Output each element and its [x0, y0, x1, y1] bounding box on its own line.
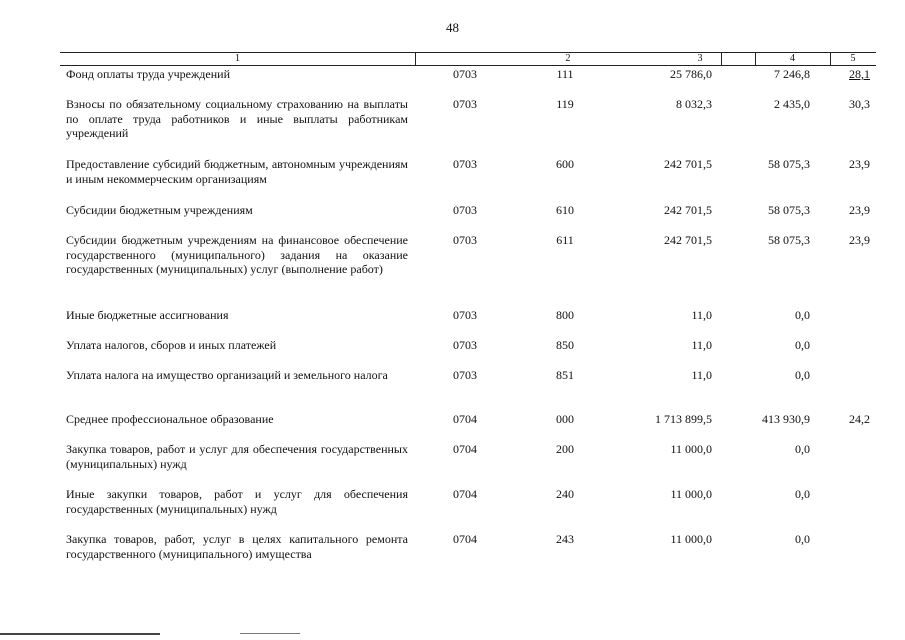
row-percent: 28,1 — [849, 67, 870, 81]
row-fact-value: 0,0 — [795, 442, 810, 456]
row-fact-value: 413 930,9 — [762, 412, 810, 426]
row-percent: 23,9 — [849, 157, 870, 171]
row-section-code: 0703 — [453, 157, 477, 171]
row-percent: 23,9 — [849, 233, 870, 247]
page-number: 48 — [446, 20, 459, 35]
header-col-2: 2 — [565, 53, 571, 64]
row-section-code: 0704 — [453, 532, 477, 546]
row-expense-type: 800 — [556, 308, 574, 322]
row-section-code: 0704 — [453, 442, 477, 456]
table-header — [60, 52, 876, 66]
row-expense-type: 111 — [556, 67, 574, 81]
header-col-4: 4 — [790, 53, 795, 64]
row-percent: 23,9 — [849, 203, 870, 217]
row-name: Среднее профессиональное образование — [66, 412, 274, 426]
row-expense-type: 240 — [556, 487, 574, 501]
row-name: Уплата налогов, сборов и иных платежей — [66, 338, 277, 352]
row-section-code: 0703 — [453, 338, 477, 352]
footer-rule-short — [240, 633, 300, 634]
row-plan-value: 11,0 — [691, 338, 712, 352]
row-expense-type: 611 — [556, 233, 574, 247]
row-name: Фонд оплаты труда учреждений — [66, 67, 230, 81]
row-percent: 24,2 — [849, 412, 870, 426]
row-expense-type: 610 — [556, 203, 574, 217]
row-fact-value: 58 075,3 — [768, 157, 810, 171]
row-section-code: 0703 — [453, 368, 477, 382]
row-expense-type: 600 — [556, 157, 574, 171]
row-fact-value: 0,0 — [795, 532, 810, 546]
row-plan-value: 25 786,0 — [670, 67, 712, 81]
row-percent: 30,3 — [849, 97, 870, 111]
row-fact-value: 0,0 — [795, 368, 810, 382]
row-name: Закупка товаров, работ, услуг в целях капитального ремонта государственного (муниципального) имущества — [66, 532, 408, 561]
row-section-code: 0703 — [453, 203, 477, 217]
row-plan-value: 242 701,5 — [664, 203, 712, 217]
row-plan-value: 242 701,5 — [664, 233, 712, 247]
row-plan-value: 11 000,0 — [670, 532, 712, 546]
row-section-code: 0704 — [453, 412, 477, 426]
row-fact-value: 0,0 — [795, 487, 810, 501]
row-fact-value: 58 075,3 — [768, 233, 810, 247]
row-plan-value: 8 032,3 — [676, 97, 712, 111]
row-name: Закупка товаров, работ и услуг для обеспечения государственных (муниципальных) нужд — [66, 442, 408, 471]
row-fact-value: 58 075,3 — [768, 203, 810, 217]
row-plan-value: 11 000,0 — [670, 487, 712, 501]
row-name: Иные бюджетные ассигнования — [66, 308, 229, 322]
row-name: Иные закупки товаров, работ и услуг для обеспечения государственных (муниципальных) нужд — [66, 487, 408, 516]
row-plan-value: 11 000,0 — [670, 442, 712, 456]
row-plan-value: 1 713 899,5 — [655, 412, 712, 426]
header-col-3-label: 3 — [697, 53, 703, 64]
header-divider — [721, 53, 722, 65]
row-expense-type: 000 — [556, 412, 574, 426]
row-fact-value: 7 246,8 — [774, 67, 810, 81]
row-section-code: 0703 — [453, 97, 477, 111]
row-section-code: 0703 — [453, 308, 477, 322]
row-fact-value: 0,0 — [795, 308, 810, 322]
row-plan-value: 11,0 — [691, 308, 712, 322]
footer-rule — [0, 633, 160, 635]
row-fact-value: 0,0 — [795, 338, 810, 352]
row-section-code: 0703 — [453, 67, 477, 81]
row-name: Субсидии бюджетным учреждениям на финансовое обеспечение государственного (муниципального) задания на оказание государственных (муниципальных) услуг (выполнение работ) — [66, 233, 408, 276]
row-expense-type: 119 — [556, 97, 574, 111]
row-expense-type: 850 — [556, 338, 574, 352]
row-expense-type: 851 — [556, 368, 574, 382]
row-expense-type: 200 — [556, 442, 574, 456]
row-plan-value: 11,0 — [691, 368, 712, 382]
row-fact-value: 2 435,0 — [774, 97, 810, 111]
row-section-code: 0704 — [453, 487, 477, 501]
row-expense-type: 243 — [556, 532, 574, 546]
header-col-1: 1 — [235, 53, 240, 64]
row-name: Взносы по обязательному социальному страхованию на выплаты по оплате труда работников и иные выплаты работникам учреждений — [66, 97, 408, 140]
header-col-5: 5 — [850, 53, 856, 64]
row-plan-value: 242 701,5 — [664, 157, 712, 171]
row-name: Уплата налога на имущество организаций и земельного налога — [66, 368, 388, 382]
row-name: Предоставление субсидий бюджетным, автономным учреждениям и иным некоммерческим организациям — [66, 157, 408, 186]
row-name: Субсидии бюджетным учреждениям — [66, 203, 253, 217]
row-section-code: 0703 — [453, 233, 477, 247]
